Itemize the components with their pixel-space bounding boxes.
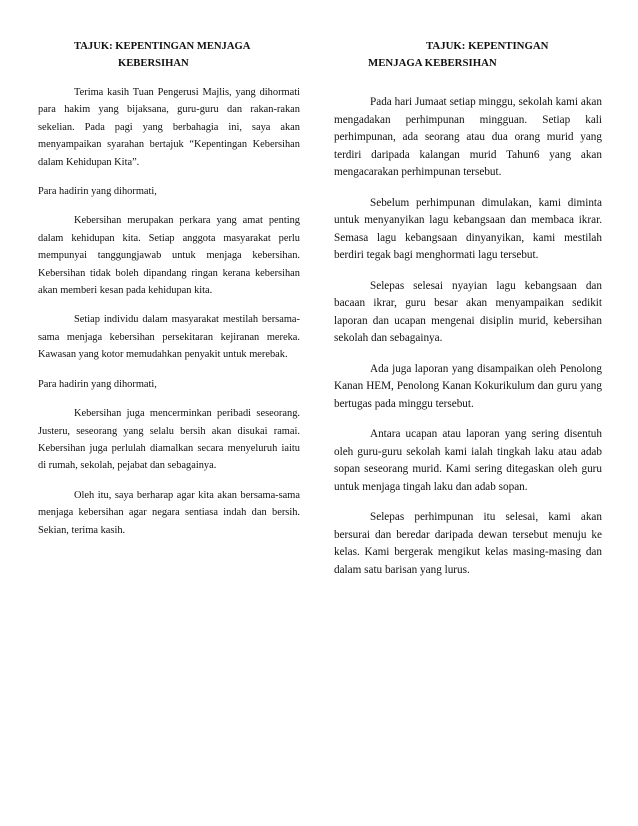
left-paragraph: Kebersihan merupakan perkara yang amat penting dalam kehidupan kita. Setiap anggota masyarakat perlu mempunyai tanggungjawab untuk menjaga kebersihan. Kebersihan tidak boleh dipandang ringan kerana kebersihan akan memberi kesan pada kehidupan kita. bbox=[38, 215, 300, 297]
right-paragraph: Pada hari Jumaat setiap minggu, sekolah kami akan mengadakan perhimpunan mingguan. Setiap kali perhimpunan, ada seorang atau dua orang murid yang terdiri daripada kalangan murid Tahun6 yang akan mengacarakan perhimpunan tersebut. bbox=[334, 96, 602, 178]
left-paragraph: Oleh itu, saya berharap agar kita akan bersama-sama menjaga kebersihan agar negara sentiasa indah dan bersih. Sekian, terima kasih. bbox=[38, 489, 300, 536]
right-paragraph: Antara ucapan atau laporan yang sering disentuh oleh guru-guru sekolah kami ialah tingkah laku atau adab sopan seseorang murid. Kami sering ditegaskan oleh guru untuk menjaga tingah laku dan adab sopan. bbox=[334, 428, 602, 493]
left-title-line1: TAJUK: KEPENTINGAN MENJAGA bbox=[74, 41, 251, 52]
left-paragraph: Kebersihan juga mencerminkan peribadi seseorang. Justeru, seseorang yang selalu bersih akan disukai ramai. Kebersihan juga perlulah diamalkan secara menyeluruh iaitu di rumah, sekolah, pejabat dan sebagainya. bbox=[38, 408, 300, 472]
right-paragraph: Selepas perhimpunan itu selesai, kami akan bersurai dan beredar daripada dewan tersebut menuju ke kelas. Kami bergerak mengikut kelas masing-masing dan dalam satu barisan yang lurus. bbox=[334, 511, 602, 576]
left-paragraph: Setiap individu dalam masyarakat mestilah bersama-sama menjaga kebersihan persekitaran kejiranan mereka. Kawasan yang kotor memudahkan penyakit untuk merebak. bbox=[38, 314, 300, 361]
right-column bbox=[334, 38, 602, 592]
right-paragraph: Sebelum perhimpunan dimulakan, kami diminta untuk menyanyikan lagu kebangsaan dan membaca ikrar. Semasa lagu kebangsaan dinyanyikan, kami mestilah berdiri tegak bagi menghormati lagu tersebut. bbox=[334, 196, 602, 261]
right-paragraph: Selepas selesai nyayian lagu kebangsaan dan bacaan ikrar, guru besar akan menyampaikan sedikit laporan dan ucapan mengenai disiplin murid, kebersihan sekolah dan sebagainya. bbox=[334, 279, 602, 344]
left-column bbox=[38, 38, 300, 551]
left-paragraph: Para hadirin yang dihormati, bbox=[38, 378, 157, 390]
right-title-line2: MENJAGA KEBERSIHAN bbox=[368, 57, 497, 69]
left-paragraph: Terima kasih Tuan Pengerusi Majlis, yang dihormati para hakim yang bijaksana, guru-guru dan rakan-rakan sekelian. Pada pagi yang berbahagia ini, saya akan menyampaikan syarahan bertajuk “Kepentingan Kebersihan dalam Kehidupan Kita”. bbox=[38, 87, 300, 168]
left-paragraph: Para hadirin yang dihormati, bbox=[38, 186, 157, 198]
left-title-line2: KEBERSIHAN bbox=[118, 58, 189, 69]
left-title bbox=[38, 38, 294, 72]
right-title bbox=[334, 38, 598, 72]
right-title-line1: TAJUK: KEPENTINGAN bbox=[426, 40, 549, 52]
right-paragraph: Ada juga laporan yang disampaikan oleh Penolong Kanan HEM, Penolong Kanan Kokurikulum dan guru yang bertugas pada minggu tersebut. bbox=[334, 362, 602, 410]
